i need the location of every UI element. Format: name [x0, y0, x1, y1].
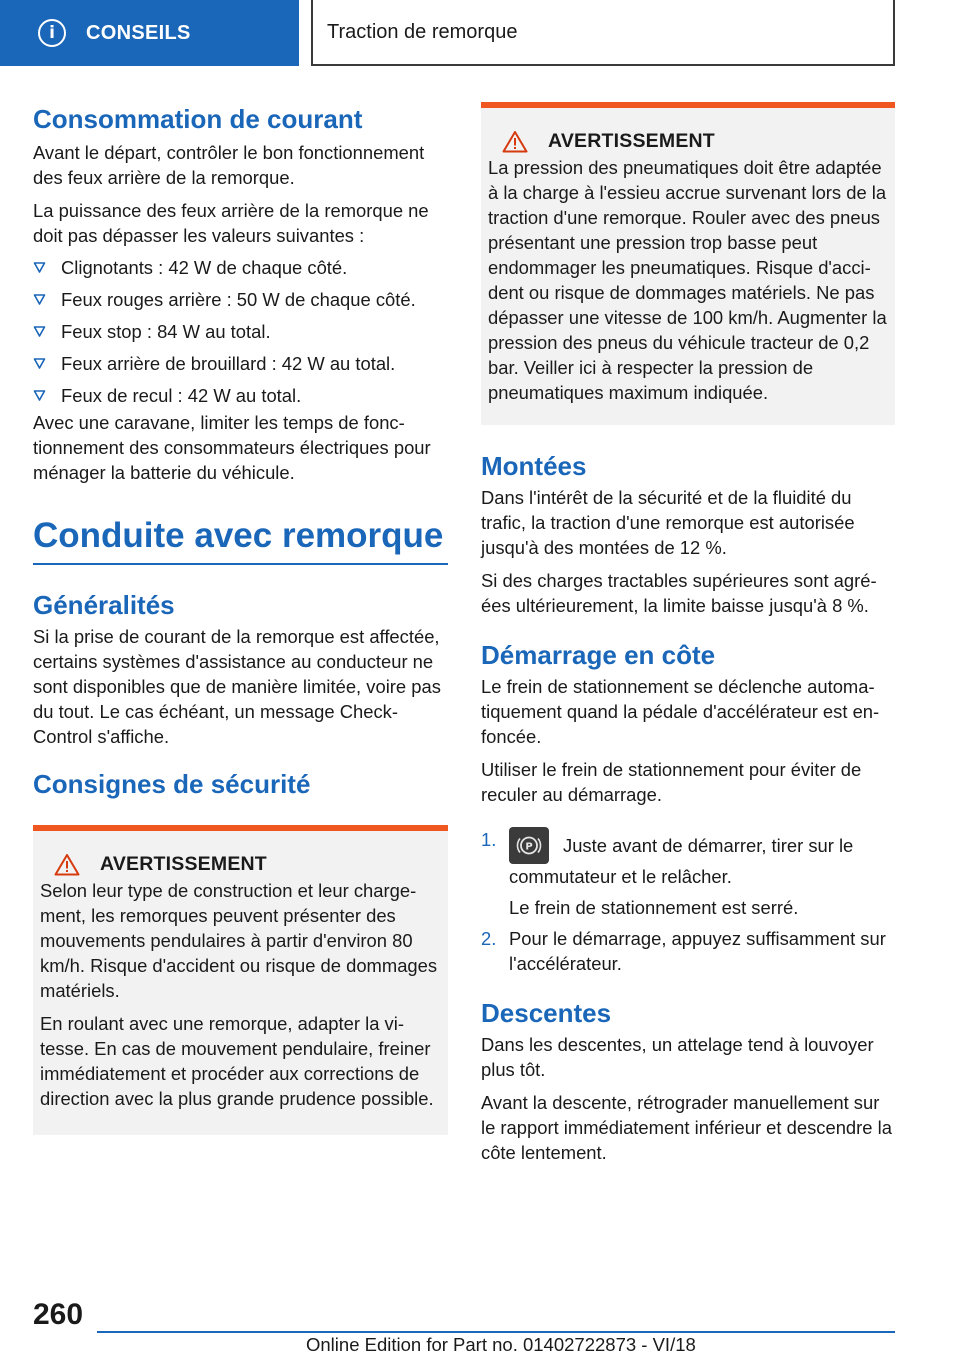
- warning-header: [488, 130, 887, 153]
- left-column: [33, 102, 448, 1135]
- paragraph: Utiliser le frein de stationnement pour éviter de reculer au démarrage.: [481, 759, 862, 805]
- triangle-bullet-icon: [33, 389, 46, 402]
- paragraph: Dans l'intérêt de la sécurité et de la fluidité du trafic, la traction d'une remorque est autorisée jusqu'à des montées de 12 %.: [481, 487, 855, 558]
- warning-title: AVERTISSEMENT: [100, 853, 267, 875]
- triangle-bullet-icon: [33, 325, 46, 338]
- wattage-list: [33, 255, 448, 408]
- warning-box: [481, 102, 895, 425]
- heading-descentes: Descentes: [481, 998, 612, 1028]
- parking-brake-button-icon: [509, 827, 549, 864]
- paragraph: La puissance des feux arrière de la remorque ne doit pas dépasser les valeurs suivantes :: [33, 200, 429, 246]
- triangle-bullet-icon: [33, 261, 46, 274]
- heading-generalites: Généralités: [33, 590, 175, 620]
- warning-box: [33, 825, 448, 1135]
- paragraph: La pression des pneumatiques doit être adaptée à la charge à l'essieu accrue survenant lors de la traction d'une remorque. Rouler avec des pneus présentant une pression trop basse peut endommager les pneumatiques. Risque d'accident ou risque de dommages matériels. Ne pas dépasser une vitesse de 100 km/h. Augmenter la pression des pneus du véhicule tracteur de 0,2 bar. Veiller ici à respecter la pression de pneumatiques maximum indiquée.: [488, 157, 887, 403]
- info-icon: i: [38, 19, 66, 47]
- heading-demarrage: Démarrage en côte: [481, 640, 716, 670]
- paragraph: Avant le départ, contrôler le bon fonctionnement des feux arrière de la remorque.: [33, 142, 425, 188]
- paragraph: Avec une caravane, limiter les temps de fonctionnement des consommateurs électriques pour ménager la batterie du véhicule.: [33, 412, 431, 483]
- chapter-title: Traction de remorque: [327, 20, 518, 43]
- step-item: 1. P Juste avant de démarrer, tirer sur le commutateur et le relâcher. Le frein de stationnement est serré.: [481, 827, 895, 920]
- section-tab: [0, 0, 299, 66]
- heading-montees: Montées: [481, 451, 587, 481]
- warning-header: [40, 853, 440, 876]
- startup-steps: [481, 827, 895, 976]
- paragraph: Selon leur type de construction et leur chargement, les remorques peuvent présenter des mouvements pendulaires à partir d'environ 80 km/h. Risque d'accident ou risque de dommages matériels.: [40, 880, 438, 1001]
- paragraph: Si la prise de courant de la remorque est affectée, certains systèmes d'assistance au conducteur ne sont disponibles que de manière limitée, voire pas du tout. Le cas échéant, un message Check-Control s'affiche.: [33, 626, 441, 747]
- paragraph: En roulant avec une remorque, adapter la vitesse. En cas de mouvement pendulaire, freiner immédiatement et procéder aux corrections de direction avec la plus grande prudence possible.: [40, 1013, 434, 1109]
- heading-consommation: Consommation de courant: [33, 104, 363, 134]
- chapter-title-box: [311, 0, 895, 66]
- right-column: [481, 102, 895, 1165]
- heading-consignes: Consignes de sécurité: [33, 769, 311, 799]
- paragraph: Le frein de stationnement se déclenche automatiquement quand la pédale d'accélérateur est enfoncée.: [481, 676, 880, 747]
- warning-triangle-icon: [502, 130, 528, 153]
- svg-text:P: P: [525, 841, 533, 853]
- warning-title: AVERTISSEMENT: [548, 130, 715, 152]
- list-item: Feux de recul : 42 W au total.: [33, 383, 448, 408]
- step-number: 2.: [481, 928, 497, 949]
- step-item: 2. Pour le démarrage, appuyez suffisamment sur l'accélérateur.: [481, 928, 886, 974]
- edition-note: Online Edition for Part no. 01402722873 - VI/18: [306, 1334, 696, 1355]
- step-number: 1.: [481, 829, 497, 850]
- list-item: Feux rouges arrière : 50 W de chaque côté.: [33, 287, 448, 312]
- section-tab-label: CONSEILS: [86, 21, 191, 44]
- triangle-bullet-icon: [33, 357, 46, 370]
- paragraph: Avant la descente, rétrograder manuellement sur le rapport immédiatement inférieur et descendre la côte lentement.: [481, 1092, 892, 1163]
- paragraph: Si des charges tractables supérieures sont agréées ultérieurement, la limite baisse jusqu'à 8 %.: [481, 570, 877, 616]
- step-result: Le frein de stationnement est serré.: [509, 897, 799, 918]
- list-item: Clignotants : 42 W de chaque côté.: [33, 255, 448, 280]
- footer-divider: [97, 1331, 895, 1333]
- list-item: Feux arrière de brouillard : 42 W au total.: [33, 351, 448, 376]
- triangle-bullet-icon: [33, 293, 46, 306]
- heading-conduite: Conduite avec remorque: [33, 516, 444, 555]
- warning-triangle-icon: [54, 853, 80, 876]
- paragraph: Dans les descentes, un attelage tend à louvoyer plus tôt.: [481, 1034, 874, 1080]
- section-divider: [33, 563, 448, 565]
- list-item: Feux stop : 84 W au total.: [33, 319, 448, 344]
- page-number: 260: [33, 1298, 84, 1331]
